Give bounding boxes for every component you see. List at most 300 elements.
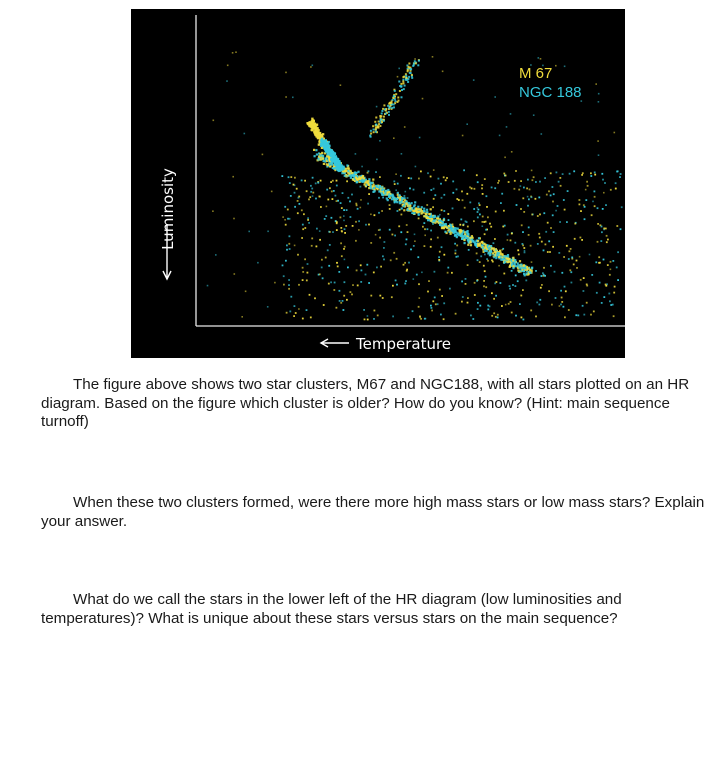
star-point [432, 300, 434, 302]
star-point [537, 215, 539, 217]
star-point [410, 178, 412, 180]
star-point [470, 244, 472, 246]
star-point [407, 205, 409, 207]
star-point [399, 209, 401, 211]
star-point [340, 242, 342, 244]
star-point [312, 65, 314, 67]
star-point [491, 247, 493, 249]
star-point [330, 181, 332, 183]
star-point [344, 259, 346, 261]
star-point [289, 248, 291, 250]
star-point [606, 235, 608, 237]
star-point [407, 208, 409, 210]
star-point [294, 177, 296, 179]
star-point [515, 315, 517, 317]
star-point [469, 186, 471, 188]
star-point [404, 126, 406, 128]
star-point [314, 125, 316, 127]
star-point [337, 162, 339, 164]
star-point [583, 277, 585, 279]
star-point [563, 306, 565, 308]
star-point [536, 302, 538, 304]
star-point [380, 119, 382, 121]
star-point [401, 214, 403, 216]
star-point [310, 191, 312, 193]
star-point [443, 176, 445, 178]
star-point [479, 261, 481, 263]
star-point [290, 296, 292, 298]
star-point [403, 209, 405, 211]
star-point [334, 282, 336, 284]
star-point [425, 213, 427, 215]
star-point [531, 196, 533, 198]
star-point [396, 284, 398, 286]
star-point [564, 286, 566, 288]
star-point [573, 170, 575, 172]
star-point [610, 261, 612, 263]
star-point [384, 241, 386, 243]
legend-entry-m67: M 67 [519, 65, 553, 82]
star-point [375, 124, 377, 126]
star-point [467, 233, 469, 235]
star-point [406, 269, 408, 271]
star-point [316, 153, 318, 155]
star-point [533, 176, 535, 178]
star-point [538, 233, 540, 235]
star-point [470, 315, 472, 317]
star-point [512, 265, 514, 267]
star-point [482, 221, 484, 223]
star-point [438, 178, 440, 180]
star-point [441, 209, 443, 211]
star-point [515, 275, 517, 277]
star-point [552, 246, 554, 248]
star-point [477, 308, 479, 310]
star-point [455, 253, 457, 255]
star-point [561, 301, 563, 303]
star-point [604, 182, 606, 184]
star-point [481, 184, 483, 186]
star-point [557, 205, 559, 207]
star-point [558, 252, 560, 254]
star-point [312, 195, 314, 197]
star-point [603, 228, 605, 230]
star-point [481, 241, 483, 243]
star-point [503, 258, 505, 260]
star-point [497, 314, 499, 316]
star-point [458, 234, 460, 236]
star-point [456, 245, 458, 247]
star-point [336, 200, 338, 202]
star-point [367, 315, 369, 317]
star-point [343, 295, 345, 297]
star-point [580, 237, 582, 239]
star-point [338, 271, 340, 273]
star-point [337, 200, 339, 202]
star-point [359, 176, 361, 178]
star-point [433, 217, 435, 219]
star-point [288, 243, 290, 245]
star-point [333, 190, 335, 192]
star-point [296, 188, 298, 190]
star-point [288, 176, 290, 178]
star-point [348, 168, 350, 170]
star-point [340, 302, 342, 304]
star-point [579, 199, 581, 201]
star-point [463, 238, 465, 240]
star-point [379, 295, 381, 297]
star-point [234, 273, 236, 275]
star-point [489, 306, 491, 308]
star-point [500, 202, 502, 204]
star-point [614, 286, 616, 288]
star-point [421, 206, 423, 208]
star-point [427, 291, 429, 293]
star-point [548, 240, 550, 242]
star-point [297, 200, 299, 202]
star-point [363, 309, 365, 311]
star-point [501, 193, 503, 195]
star-point [375, 131, 377, 133]
star-point [288, 284, 290, 286]
star-point [540, 58, 542, 60]
star-point [285, 260, 287, 262]
star-point [390, 193, 392, 195]
star-point [338, 167, 340, 169]
star-point [512, 284, 514, 286]
star-point [416, 211, 418, 213]
star-point [406, 77, 408, 79]
star-point [427, 172, 429, 174]
star-point [381, 121, 383, 123]
star-point [595, 83, 597, 85]
star-point [563, 256, 565, 258]
star-point [510, 240, 512, 242]
star-point [539, 181, 541, 183]
star-point [570, 271, 572, 273]
star-point [526, 188, 528, 190]
star-point [418, 306, 420, 308]
star-point [501, 253, 503, 255]
star-point [452, 208, 454, 210]
star-point [459, 230, 461, 232]
star-point [411, 74, 413, 76]
star-point [581, 239, 583, 241]
star-point [335, 195, 337, 197]
star-point [442, 224, 444, 226]
star-point [529, 189, 531, 191]
star-point [434, 297, 436, 299]
star-point [477, 245, 479, 247]
star-point [463, 169, 465, 171]
star-point [487, 216, 489, 218]
star-point [423, 222, 425, 224]
star-point [385, 113, 387, 115]
star-point [479, 214, 481, 216]
star-point [560, 304, 562, 306]
star-point [286, 245, 288, 247]
star-point [545, 244, 547, 246]
star-point [438, 259, 440, 261]
star-point [440, 314, 442, 316]
star-point [413, 205, 415, 207]
star-point [327, 146, 329, 148]
star-point [433, 188, 435, 190]
star-point [507, 239, 509, 241]
star-point [336, 180, 338, 182]
star-point [539, 237, 541, 239]
star-point [547, 222, 549, 224]
star-point [404, 85, 406, 87]
star-point [370, 186, 372, 188]
star-point [523, 273, 525, 275]
star-point [514, 242, 516, 244]
star-point [525, 280, 527, 282]
star-point [382, 197, 384, 199]
star-point [473, 220, 475, 222]
star-point [378, 127, 380, 129]
star-point [432, 223, 434, 225]
star-point [346, 180, 348, 182]
star-point [523, 247, 525, 249]
star-point [399, 90, 401, 92]
star-point [585, 189, 587, 191]
star-point [383, 259, 385, 261]
star-point [564, 66, 566, 68]
star-point [440, 183, 442, 185]
star-point [284, 206, 286, 208]
star-point [248, 231, 250, 233]
star-point [421, 210, 423, 212]
star-point [435, 303, 437, 305]
star-point [241, 316, 243, 318]
star-point [417, 206, 419, 208]
star-point [498, 180, 500, 182]
star-point [430, 230, 432, 232]
star-point [414, 234, 416, 236]
star-point [462, 135, 464, 137]
star-point [497, 182, 499, 184]
star-point [469, 241, 471, 243]
star-point [485, 276, 487, 278]
star-point [524, 267, 526, 269]
star-point [522, 289, 524, 291]
star-point [443, 219, 445, 221]
star-point [404, 283, 406, 285]
star-point [304, 227, 306, 229]
star-point [482, 216, 484, 218]
star-point [524, 252, 526, 254]
star-point [342, 300, 344, 302]
star-point [598, 101, 600, 103]
star-point [294, 192, 296, 194]
star-point [559, 305, 561, 307]
star-point [306, 122, 308, 124]
star-point [349, 201, 351, 203]
star-point [515, 170, 517, 172]
star-point [593, 311, 595, 313]
star-point [544, 177, 546, 179]
star-point [344, 281, 346, 283]
star-point [559, 177, 561, 179]
star-point [539, 214, 541, 216]
star-point [307, 263, 309, 265]
star-point [381, 192, 383, 194]
star-point [350, 216, 352, 218]
star-point [477, 211, 479, 213]
star-point [378, 212, 380, 214]
star-point [379, 121, 381, 123]
star-point [444, 231, 446, 233]
star-point [443, 227, 445, 229]
star-point [377, 315, 379, 317]
star-point [365, 224, 367, 226]
star-point [566, 221, 568, 223]
star-point [579, 256, 581, 258]
star-point [586, 181, 588, 183]
star-point [507, 234, 509, 236]
star-point [483, 285, 485, 287]
star-point [430, 208, 432, 210]
star-point [294, 185, 296, 187]
star-point [426, 204, 428, 206]
star-point [432, 56, 434, 58]
star-point [547, 251, 549, 253]
star-point [325, 257, 327, 259]
star-point [324, 218, 326, 220]
star-point [340, 217, 342, 219]
star-point [373, 131, 375, 133]
star-point [560, 185, 562, 187]
star-point [615, 188, 617, 190]
star-point [312, 192, 314, 194]
star-point [531, 261, 533, 263]
star-point [309, 294, 311, 296]
star-point [443, 210, 445, 212]
star-point [403, 82, 405, 84]
star-point [494, 96, 496, 98]
star-point [319, 239, 321, 241]
star-point [530, 272, 532, 274]
star-point [282, 216, 284, 218]
star-point [286, 312, 288, 314]
star-point [539, 304, 541, 306]
star-point [408, 317, 410, 319]
star-point [531, 214, 533, 216]
star-point [315, 183, 317, 185]
star-point [530, 310, 532, 312]
star-point [433, 220, 435, 222]
star-point [541, 275, 543, 277]
star-point [409, 205, 411, 207]
star-point [382, 108, 384, 110]
star-point [555, 65, 557, 67]
star-point [336, 185, 338, 187]
star-point [315, 134, 317, 136]
star-point [581, 174, 583, 176]
star-point [464, 234, 466, 236]
star-point [331, 163, 333, 165]
star-point [410, 249, 412, 251]
star-point [407, 69, 409, 71]
star-point [493, 312, 495, 314]
star-point [469, 202, 471, 204]
star-point [612, 260, 614, 262]
star-point [554, 271, 556, 273]
star-point [398, 81, 400, 83]
star-point [505, 304, 507, 306]
star-point [417, 256, 419, 258]
star-point [582, 305, 584, 307]
star-point [594, 205, 596, 207]
star-point [425, 318, 427, 320]
star-point [389, 208, 391, 210]
star-point [482, 247, 484, 249]
star-point [564, 316, 566, 318]
star-point [289, 182, 291, 184]
star-point [566, 245, 568, 247]
star-point [452, 192, 454, 194]
star-point [363, 180, 365, 182]
star-point [438, 256, 440, 258]
star-point [600, 224, 602, 226]
star-point [555, 297, 557, 299]
star-point [310, 66, 312, 68]
star-point [474, 294, 476, 296]
star-point [408, 177, 410, 179]
star-point [489, 254, 491, 256]
star-point [508, 181, 510, 183]
star-point [299, 203, 301, 205]
star-point [594, 196, 596, 198]
star-point [355, 240, 357, 242]
star-point [477, 302, 479, 304]
star-point [535, 270, 537, 272]
star-point [620, 228, 622, 230]
star-point [411, 77, 413, 79]
star-point [490, 226, 492, 228]
star-point [340, 202, 342, 204]
star-point [437, 216, 439, 218]
star-point [498, 265, 500, 267]
star-point [577, 315, 579, 317]
star-point [301, 180, 303, 182]
star-point [467, 226, 469, 228]
star-point [373, 187, 375, 189]
star-point [495, 295, 497, 297]
star-point [373, 318, 375, 320]
question-1-text: The figure above shows two star clusters, M67 and NGC188, with all stars plotted on an HR diagram. Based on the figure which cluster is older? How do you know? (Hint: main sequence turnoff) [41, 376, 690, 430]
star-point [420, 212, 422, 214]
star-point [453, 232, 455, 234]
star-point [608, 293, 610, 295]
star-point [569, 269, 571, 271]
star-point [489, 223, 491, 225]
star-point [596, 292, 598, 294]
star-point [294, 305, 296, 307]
star-point [471, 188, 473, 190]
star-point [327, 249, 329, 251]
star-point [423, 192, 425, 194]
star-point [487, 253, 489, 255]
star-point [498, 256, 500, 258]
star-point [232, 176, 234, 178]
star-point [561, 272, 563, 274]
star-point [447, 213, 449, 215]
star-point [323, 304, 325, 306]
star-point [443, 254, 445, 256]
star-point [408, 76, 410, 78]
